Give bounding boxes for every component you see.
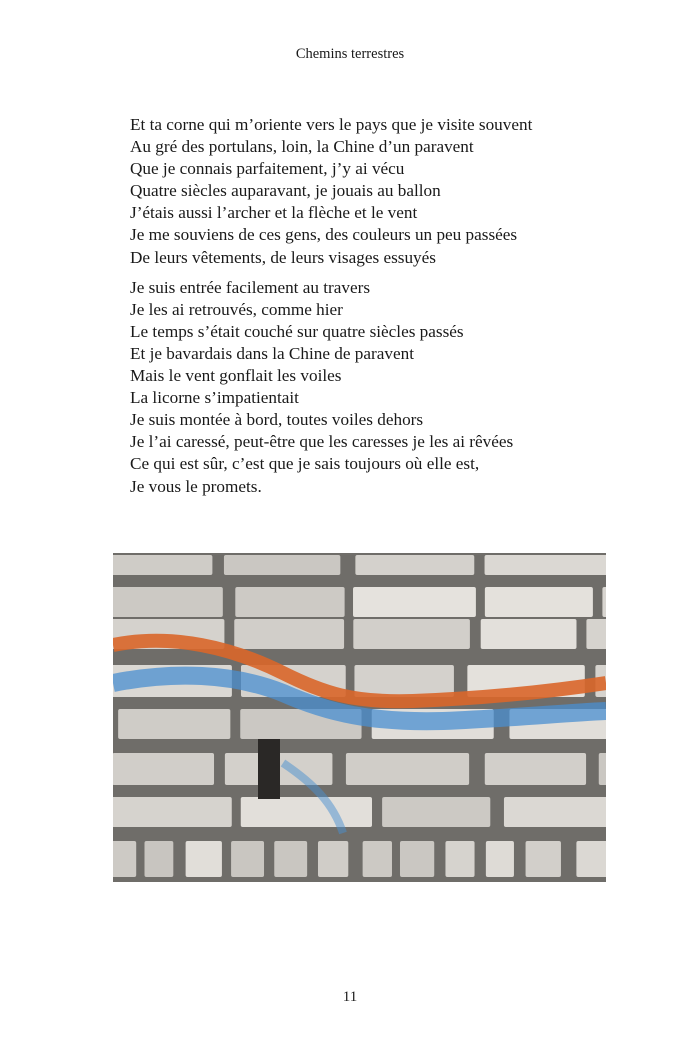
brick xyxy=(231,841,264,877)
brick xyxy=(234,619,344,649)
brick xyxy=(586,619,606,649)
brick xyxy=(113,797,232,827)
brick xyxy=(274,841,307,877)
page-number: 11 xyxy=(342,989,358,1005)
poem-line: J’étais aussi l’archer et la flèche et le vent xyxy=(130,203,418,223)
brick xyxy=(353,619,470,649)
brick xyxy=(144,841,173,877)
brick xyxy=(382,797,490,827)
brick xyxy=(235,587,344,617)
brick xyxy=(118,709,230,739)
poem-line: La licorne s’impatientait xyxy=(130,388,299,408)
poem-line: Quatre siècles auparavant, je jouais au ballon xyxy=(130,181,441,201)
brick xyxy=(186,841,222,877)
brick xyxy=(241,797,372,827)
brick xyxy=(576,841,606,877)
poem-line: Je l’ai caressé, peut-être que les caresses je les ai rêvées xyxy=(130,432,514,452)
poem-line: Que je connais parfaitement, j’y ai vécu xyxy=(130,159,405,179)
brick xyxy=(599,753,606,785)
brick xyxy=(113,753,214,785)
poem-line: Je me souviens de ces gens, des couleurs un peu passées xyxy=(130,225,518,245)
poem-line: Et ta corne qui m’oriente vers le pays que je visite souvent xyxy=(130,115,533,134)
brick xyxy=(602,587,606,617)
brick xyxy=(485,587,593,617)
brick xyxy=(445,841,474,877)
brick xyxy=(354,665,453,697)
brick xyxy=(400,841,434,877)
brick-wall-graffiti-photo xyxy=(113,553,606,882)
poem-line: Je suis montée à bord, toutes voiles dehors xyxy=(130,410,424,430)
brick xyxy=(353,587,476,617)
poem-line: Je suis entrée facilement au travers xyxy=(130,277,371,297)
brick xyxy=(355,555,474,575)
brick xyxy=(363,841,392,877)
brick xyxy=(485,555,606,575)
wall-hole xyxy=(258,739,280,799)
poem-line: Mais le vent gonflait les voiles xyxy=(130,366,342,386)
brick-wall-image xyxy=(113,553,606,882)
poem-line: Ce qui est sûr, c’est que je sais toujours où elle est, xyxy=(130,454,480,474)
poem-line: De leurs vêtements, de leurs visages essuyés xyxy=(130,247,436,267)
poem-line: Je vous le promets. xyxy=(130,476,262,496)
poem xyxy=(130,114,532,506)
brick xyxy=(318,841,348,877)
brick xyxy=(113,841,136,877)
brick xyxy=(485,753,586,785)
running-title: Chemins terrestres xyxy=(295,46,405,62)
brick xyxy=(346,753,469,785)
brick xyxy=(481,619,577,649)
brick xyxy=(113,555,212,575)
poem-line: Le temps s’était couché sur quatre siècles passés xyxy=(130,321,464,341)
brick xyxy=(486,841,514,877)
poem-line: Au gré des portulans, loin, la Chine d’un paravent xyxy=(130,137,474,157)
poem-line: Et je bavardais dans la Chine de paravent xyxy=(130,343,414,363)
brick xyxy=(224,555,340,575)
stanza-2 xyxy=(130,277,532,498)
poem-line: Je les ai retrouvés, comme hier xyxy=(130,299,343,319)
stanza-1 xyxy=(130,114,532,269)
brick xyxy=(113,587,223,617)
brick xyxy=(526,841,561,877)
brick xyxy=(504,797,606,827)
